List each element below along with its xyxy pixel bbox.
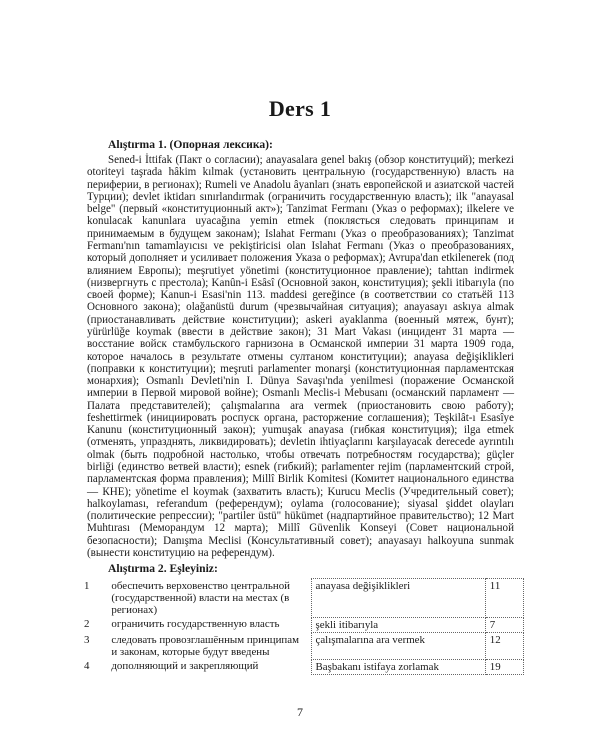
row-number: 2 — [84, 618, 90, 631]
table-row — [80, 633, 524, 660]
row-number: 4 — [84, 660, 90, 673]
table-row — [80, 617, 524, 632]
russian-phrase: обеспечить верховенство центральной (государственной) власти на местах (в регионах) — [111, 579, 290, 617]
russian-phrase: дополняющий и закрепляющий — [111, 660, 259, 673]
turkish-phrase: şekli itibarıyla — [311, 617, 485, 632]
table-row — [80, 579, 524, 618]
russian-phrase: следовать провозглашённым принципам и законам, которые будут введены — [111, 633, 299, 658]
row-number: 1 — [84, 579, 90, 592]
answer-number: 11 — [485, 579, 523, 618]
answer-number: 7 — [485, 617, 523, 632]
exercise2-heading: Alıştırma 2. Eşleyiniz: — [108, 562, 218, 575]
table-row — [80, 659, 524, 674]
page-title: Ders 1 — [268, 96, 332, 121]
row-number: 3 — [84, 633, 90, 646]
page-number: 7 — [297, 705, 303, 719]
turkish-phrase: Başbakanı istifaya zorlamak — [311, 659, 485, 674]
matching-table — [80, 578, 524, 675]
exercise1-heading: Alıştırma 1. (Опорная лексика): — [108, 138, 273, 151]
answer-number: 12 — [485, 633, 523, 660]
turkish-phrase: anayasa değişiklikleri — [311, 579, 485, 618]
answer-number: 19 — [485, 659, 523, 674]
russian-phrase: ограничить государственную власть — [111, 618, 280, 631]
exercise1-text: Sened-i İttifak (Пакт о согласии); anayasalara genel bakış (обзор конституций); merkezi otoriteyi taşrada hâkim kılmak (установить центральную (государственную) власть на периферии, в регионах); Rumeli ve Anadolu âyanları (знать европейской и азиатской частей Турции); devlet iktidarı sınırlandırmak (ограничить государственную власть); ilk "anayasal belge" (первый «конституционный акт»); Tanzimat Fermanı (Указ о реформах); ilkelere ve konulacak kanunlara uyacağına yemin etmek (поклясться следовать принципам и принимаемым в будущем законам); Islahat Fermanı (Указ о преобразованиях); Tanzimat Fermanı'nın tamamlayıcısı ve pekiştiricisi olan Islahat Fermanı (Указ о преобразованиях, который дополняет и усиливает положения Указа о реформах); Avrupa'dan etkilenerek (под влиянием Европы); meşrutiyet yönetimi (конституционное правление); tahttan indirmek (низвергнуть с престола); Kanûn-i Esâsî (Основной закон, конституция); şekli itibarıyla (по своей форме); Kanun-i Esasi'nin 113. maddesi gereğince (в соответствии со статьёй 113 Основного закона); olağanüstü durum (чрезвычайная ситуация); anayasayı askıya almak (приостанавливать действие конституции); askeri ayaklanma (военный мятеж, бунт); yürürlüğe koymak (ввести в действие закон); 31 Mart Vakası (инцидент 31 марта — восстание войск стамбульского гарнизона в Османской империи 31 марта 1909 года, которое началось в результате отмены султаном конституции); anayasa değişiklikleri (поправки к конституции); meşruti parlamenter monarşi (конституционная парламентская монархия); Osmanlı Devleti'nin I. Dünya Savaşı'nda yenilmesi (поражение Османской империи в Первой мировой войне); Osmanlı Meclis-i Mebusanı (османский парламент — Палата представителей); çalışmalarına ara vermek (приостановить свою работу); feshettirmek (инициировать роспуск органа, расторжение соглашения); Teşkilât-ı Esasîye Kanunu (конституционный закон); yumuşak anayasa (гибкая конституция); ilga etmek (отменять, упразднять, ликвидировать); devletin ihtiyaçlarını karşılayacak derecede ayrıntılı olmak (быть подробной настолько, чтобы отвечать потребностям государства); güçler birliği (единство ветвей власти); esnek (гибкий); parlamenter rejim (парламентский строй, парламентская форма правления); Millî Birlik Komitesi (Комитет национального единства — КНЕ); yönetime el koymak (захватить власть); Kurucu Meclis (Учредительный совет); halkoylaması, referandum (референдум); oylama (голосование); siyasal şiddet olayları (политические репрессии); "partiler üstü" hükümet (надпартийное правительство); 12 Mart Muhtırası (Меморандум 12 марта); Millî Güvenlik Konseyi (Совет национальной безопасности); Danışma Meclisi (Консультативный совет); anayasayı halkoyuna sunmak (вынести конституцию на референдум). — [87, 154, 514, 559]
turkish-phrase: çalışmalarına ara vermek — [311, 633, 485, 660]
